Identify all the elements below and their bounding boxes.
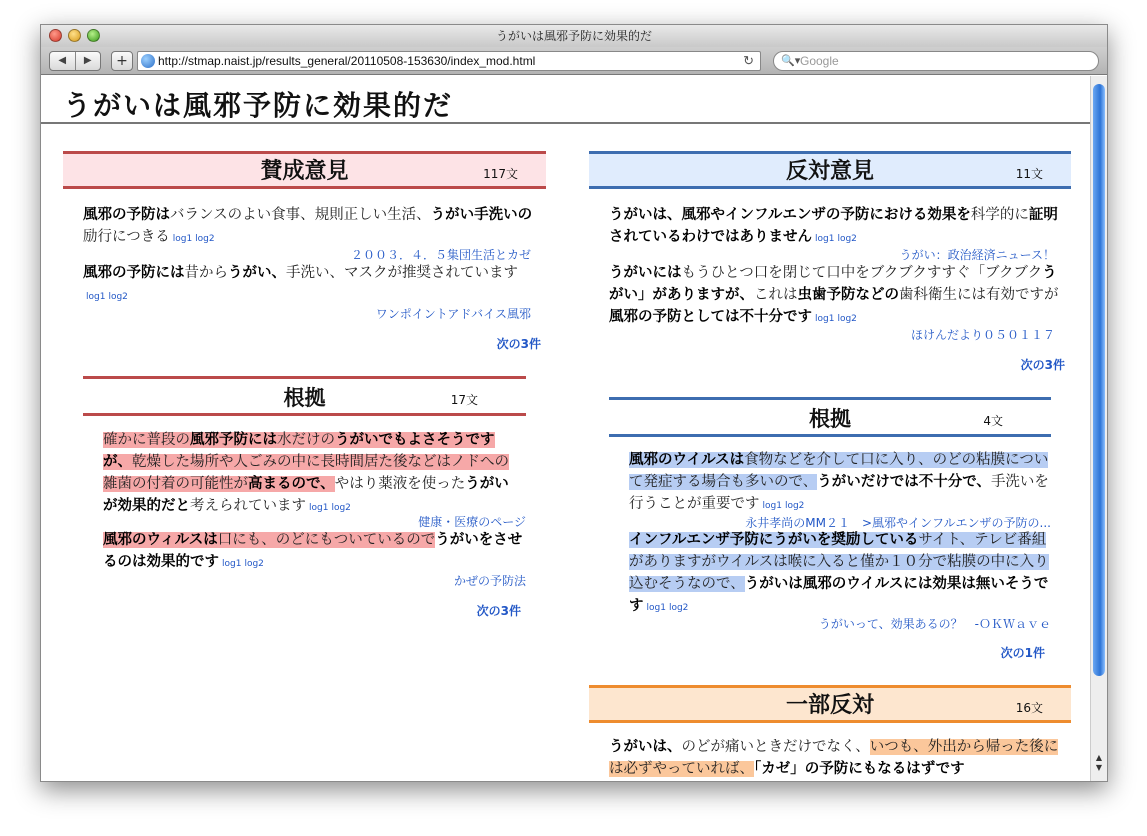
con-evidence-header <box>609 397 1051 437</box>
title-bar <box>41 25 1107 47</box>
globe-icon <box>141 54 155 68</box>
close-icon[interactable] <box>49 29 62 42</box>
pro-evidence-item-2-source[interactable]: かぜの予防法 <box>453 574 526 588</box>
url-text: http://stmap.naist.jp/results_general/20110508-153630/index_mod.html <box>158 54 536 68</box>
page-content <box>41 76 1091 782</box>
pro-item-1: 風邪の予防はバランスのよい食事、規則正しい生活、うがい手洗いの励行につきる log1 log2 <box>83 207 533 245</box>
pro-evidence-item-1-source[interactable]: 健康・医療のページ <box>418 515 526 529</box>
con-item-1: うがいは、風邪やインフルエンザの予防における効果を科学的に証明されているわけではありません log1 log2 <box>609 207 1058 245</box>
pro-item-2: 風邪の予防には昔からうがい、手洗い、マスクが推奨されていますlog1 log2 <box>83 265 518 302</box>
log2-link[interactable]: log2 <box>195 234 215 244</box>
log1-link[interactable]: log1 <box>646 603 666 613</box>
partial-header-label: 一部反対 <box>785 693 874 718</box>
pro-evidence-item-2: 風邪のウィルスは口にも、のどにもついているのでうがいをさせるのは効果的です log1 log2 <box>103 532 523 570</box>
log1-link[interactable]: log1 <box>815 314 835 324</box>
browser-toolbar <box>41 47 1107 75</box>
nav-buttons <box>49 51 101 71</box>
partial-header <box>589 685 1071 723</box>
pro-next-link[interactable]: 次の3件 <box>496 337 541 351</box>
pro-evidence-next-link[interactable]: 次の3件 <box>476 604 521 618</box>
log2-link[interactable]: log2 <box>837 234 857 244</box>
scrollbar-thumb[interactable] <box>1093 84 1105 676</box>
log2-link[interactable]: log2 <box>108 292 128 302</box>
con-evidence-item-1: 風邪のウイルスは食物などを介して口に入り、のどの粘膜について発症する場合も多いので、うがいだけでは不十分で、手洗いを行うことが重要です log1 log2 <box>629 452 1049 512</box>
back-button[interactable]: ◀ <box>50 52 76 70</box>
con-item-1-source[interactable]: うがい：政治経済ニュース！ <box>899 248 1055 262</box>
con-header-label: 反対意見 <box>785 159 874 184</box>
con-evidence-item-2: インフルエンザ予防にうがいを奨励しているサイト、テレビ番組がありますがウイルスは喉に入ると僅か１０分で粘膜の中に入り込むそうなので、うがいは風邪のウイルスには効果は無いそうです log1 log2 <box>629 532 1049 614</box>
con-count: 11文 <box>1015 167 1043 181</box>
con-next-link[interactable]: 次の3件 <box>1020 358 1065 372</box>
page-title: うがいは風邪予防に効果的だ <box>63 89 454 122</box>
con-header <box>589 151 1071 189</box>
search-icon: 🔍▾ <box>781 55 801 67</box>
search-placeholder: Google <box>800 54 839 68</box>
address-bar[interactable] <box>137 51 761 71</box>
pro-evidence-count: 17文 <box>450 393 478 407</box>
pro-item-2-source[interactable]: ワンポイントアドバイス風邪 <box>375 307 531 321</box>
log1-link[interactable]: log1 <box>222 559 242 569</box>
con-evidence-count: 4文 <box>983 414 1003 428</box>
zoom-icon[interactable] <box>87 29 100 42</box>
scroll-arrows[interactable]: ▲ ▼ <box>1091 753 1107 782</box>
browser-window <box>40 24 1108 782</box>
pro-item-1-source[interactable]: ２００３．４．５集団生活とカゼ <box>350 248 531 262</box>
pro-evidence-item-1: 確かに普段の風邪予防には水だけのうがいでもよさそうですが、乾燥した場所や人ごみの中に長時間居た後などはノドへの雑菌の付着の可能性が高まるので、やはり薬液を使ったうがいが効果的だと考えられています log1 log2 <box>103 432 509 514</box>
log2-link[interactable]: log2 <box>668 603 689 613</box>
reload-icon[interactable]: ↻ <box>743 53 754 68</box>
log1-link[interactable]: log1 <box>86 292 106 302</box>
pro-evidence-header <box>83 376 526 416</box>
log2-link[interactable]: log2 <box>784 501 805 511</box>
pro-header-label: 賛成意見 <box>260 159 349 184</box>
log2-link[interactable]: log2 <box>331 503 351 513</box>
con-item-2-source[interactable]: ほけんだより０５０１１７ <box>910 328 1055 342</box>
con-evidence-item-2-source[interactable]: うがいって、効果あるの？ -ＯＫＷａｖｅ <box>818 617 1051 631</box>
title-divider <box>41 122 1091 124</box>
partial-item-1: うがいは、のどが痛いときだけでなく、いつも、外出から帰った後には必ずやっていれば、「カゼ」の予防にもなるはずです <box>609 739 1059 777</box>
con-evidence-item-1-source[interactable]: 永井孝尚のMM２１ >風邪やインフルエンザの予防の... <box>745 516 1051 530</box>
pro-count: 117文 <box>483 167 518 181</box>
log1-link[interactable]: log1 <box>815 234 835 244</box>
minimize-icon[interactable] <box>68 29 81 42</box>
add-bookmark-button[interactable]: + <box>111 51 133 71</box>
pro-header <box>63 151 546 189</box>
log1-link[interactable]: log1 <box>309 503 329 513</box>
log2-link[interactable]: log2 <box>837 314 857 324</box>
log1-link[interactable]: log1 <box>172 234 193 244</box>
window-controls <box>49 29 100 42</box>
vertical-scrollbar[interactable] <box>1090 76 1107 782</box>
search-field[interactable] <box>773 51 1099 71</box>
con-evidence-next-link[interactable]: 次の1件 <box>1000 646 1045 660</box>
con-item-2: うがいにはもうひとつ口を閉じて口中をブクブクすすぐ「ブクブクうがい」がありますが、これは虫歯予防などの歯科衛生には有効ですが風邪の予防としては不十分です log1 log2 <box>609 265 1059 325</box>
pro-evidence-label: 根拠 <box>283 386 326 410</box>
partial-count: 16文 <box>1015 701 1043 715</box>
forward-button[interactable]: ▶ <box>83 55 92 66</box>
log1-link[interactable]: log1 <box>762 501 782 511</box>
window-title: うがいは風邪予防に効果的だ <box>495 29 652 43</box>
log2-link[interactable]: log2 <box>244 559 264 569</box>
con-evidence-label: 根拠 <box>809 407 851 431</box>
